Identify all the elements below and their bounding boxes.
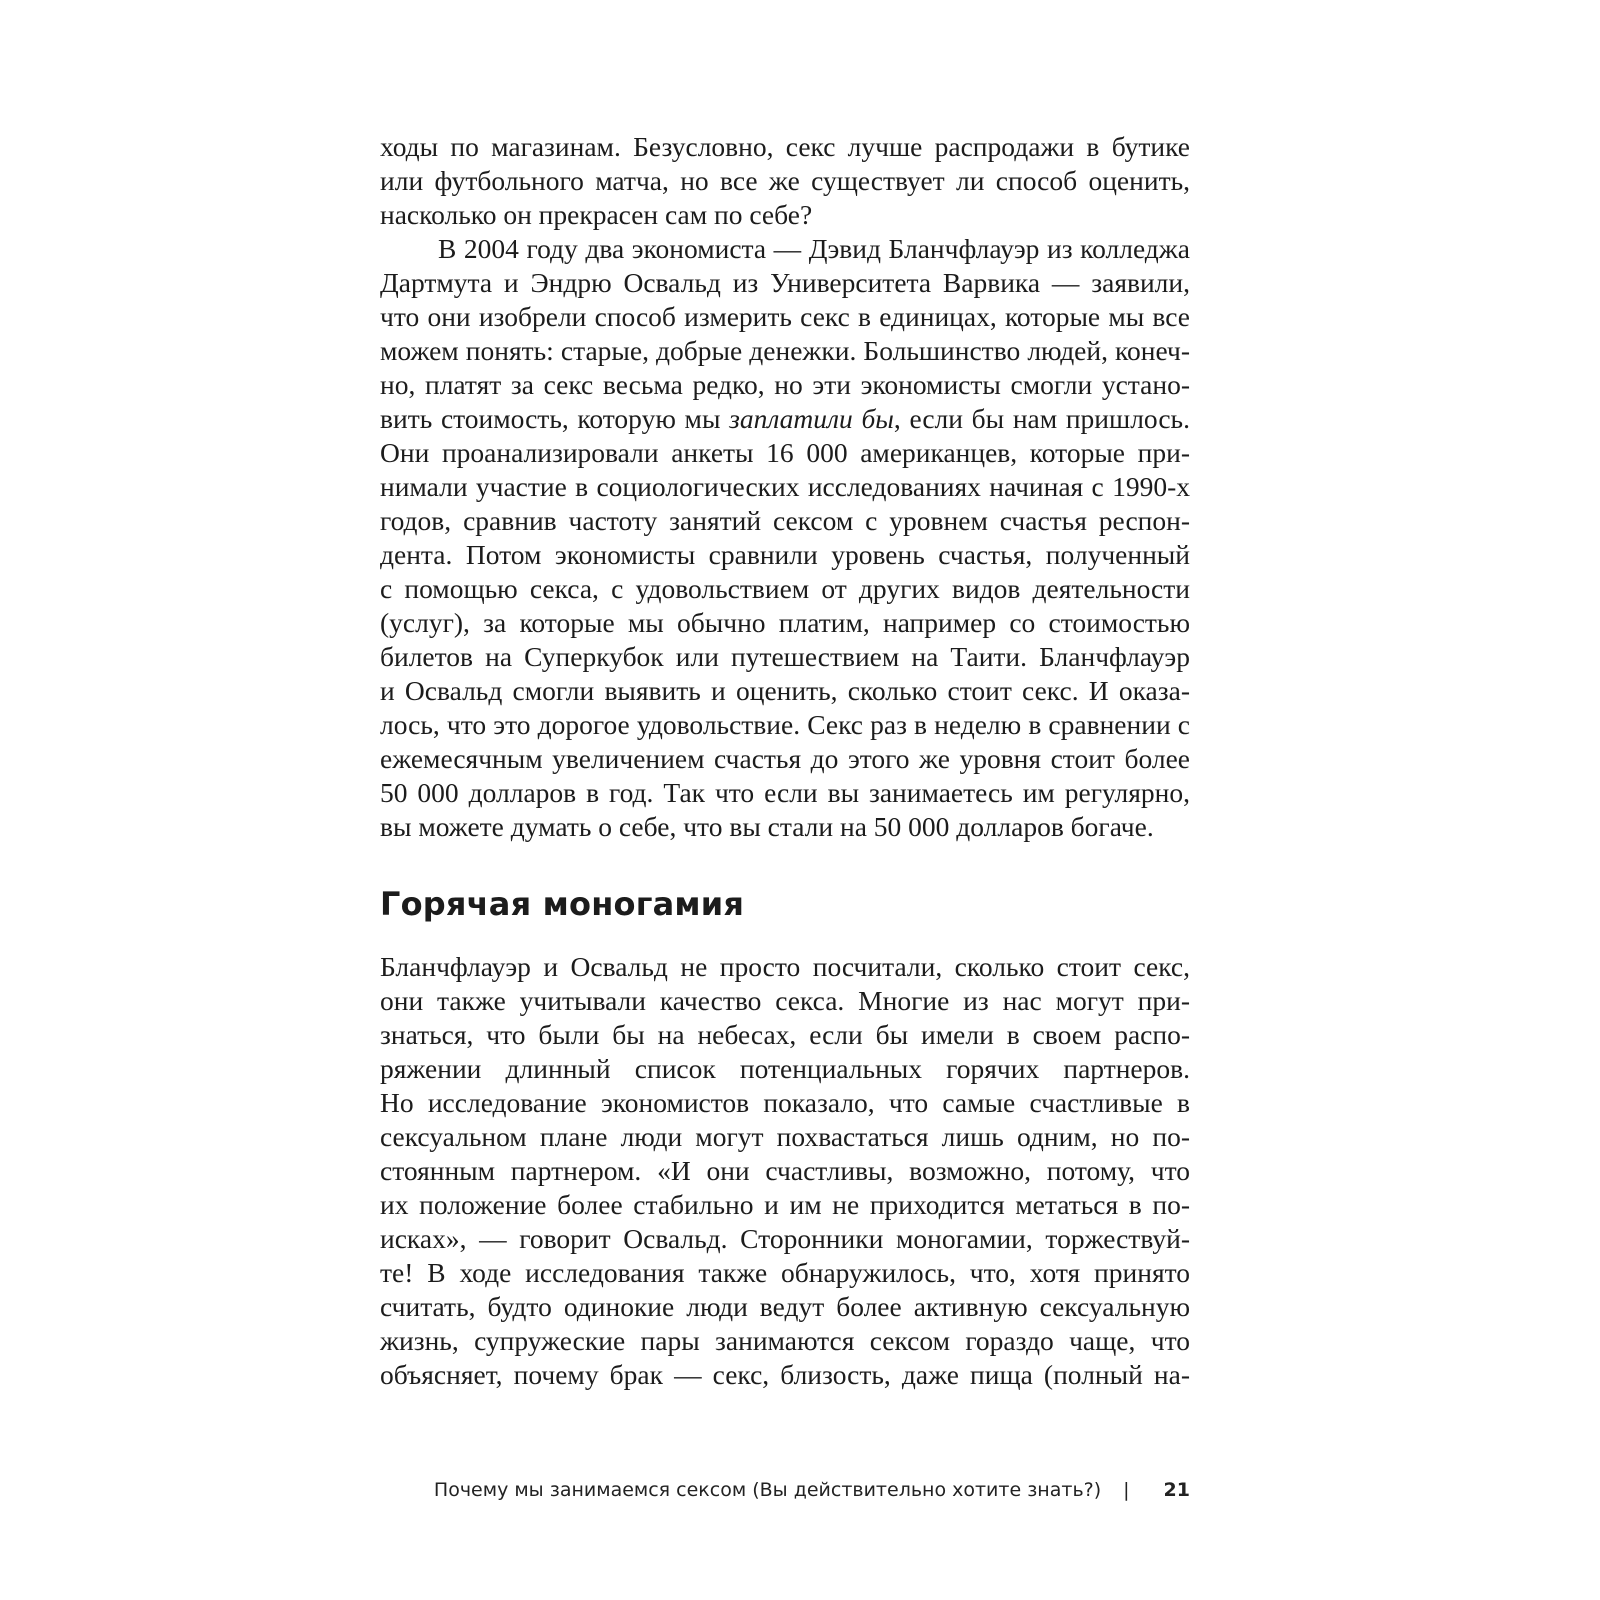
text-run: , если бы нам пришлось.	[893, 403, 1190, 434]
text-line: Но исследование экономистов показало, что самые счастливые в	[380, 1087, 1190, 1118]
book-page	[380, 130, 1190, 1392]
text-line: В 2004 году два экономиста — Дэвид Бланчфлауэр из колледжа	[438, 233, 1190, 264]
section-heading: Горячая моногамия	[380, 885, 745, 923]
text-line: они также учитывали качество секса. Многие из нас могут при-	[380, 985, 1190, 1016]
italic-phrase: заплатили бы	[729, 403, 894, 434]
text-line: и Освальд смогли выявить и оценить, сколько стоит секс. И оказа-	[380, 675, 1190, 706]
text-line: Бланчфлауэр и Освальд не просто посчитали, сколько стоит секс,	[380, 951, 1190, 982]
text-line: исках», — говорит Освальд. Сторонники моногамии, торжествуй-	[380, 1223, 1190, 1254]
text-line: жизнь, супружеские пары занимаются сексом гораздо чаще, что	[380, 1325, 1190, 1356]
text-line: объясняет, почему брак — секс, близость, даже пища (полный на-	[380, 1359, 1190, 1390]
paragraph-3	[380, 950, 1190, 1392]
text-line: билетов на Суперкубок или путешествием на Таити. Бланчфлауэр	[380, 641, 1190, 672]
text-line: но, платят за секс весьма редко, но эти экономисты смогли устано-	[380, 369, 1190, 400]
page-number: 21	[1163, 1479, 1190, 1501]
text-line: можем понять: старые, добрые денежки. Большинство людей, конеч-	[380, 335, 1190, 366]
text-line: сексуальном плане люди могут похвастаться лишь одним, но по-	[380, 1121, 1190, 1152]
text-line: лось, что это дорогое удовольствие. Секс раз в неделю в сравнении с	[380, 709, 1190, 740]
text-line: считать, будто одинокие люди ведут более активную сексуальную	[380, 1291, 1190, 1322]
page-footer	[380, 1475, 1190, 1505]
text-line: или футбольного матча, но все же существует ли способ оценить,	[380, 165, 1190, 196]
text-line: те! В ходе исследования также обнаружилось, что, хотя принято	[380, 1257, 1190, 1288]
paragraph-2	[380, 232, 1190, 844]
text-line: (услуг), за которые мы обычно платим, например со стоимостью	[380, 607, 1190, 638]
text-line	[380, 402, 1190, 436]
text-line: Они проанализировали анкеты 16 000 американцев, которые при-	[380, 437, 1190, 468]
paragraph-1	[380, 130, 1190, 232]
text-line: нимали участие в социологических исследованиях начиная с 1990-х	[380, 471, 1190, 502]
text-line: ряжении длинный список потенциальных горячих партнеров.	[380, 1053, 1190, 1084]
text-line: с помощью секса, с удовольствием от других видов деятельности	[380, 573, 1190, 604]
text-line: вы можете думать о себе, что вы стали на 50 000 долларов богаче.	[380, 811, 1154, 842]
text-run: вить стоимость, которую мы	[380, 403, 730, 434]
text-line: стоянным партнером. «И они счастливы, возможно, потому, что	[380, 1155, 1190, 1186]
text-line: что они изобрели способ измерить секс в единицах, которые мы все	[380, 301, 1190, 332]
text-line: их положение более стабильно и им не приходится метаться в по-	[380, 1189, 1190, 1220]
text-line: ежемесячным увеличением счастья до этого же уровня стоит более	[380, 743, 1190, 774]
text-line: годов, сравнив частоту занятий сексом с уровнем счастья респон-	[380, 505, 1190, 536]
footer-separator: |	[1123, 1479, 1130, 1501]
text-line: Дартмута и Эндрю Освальд из Университета Варвика — заявили,	[380, 267, 1190, 298]
running-title: Почему мы занимаемся сексом (Вы действительно хотите знать?)	[433, 1479, 1102, 1501]
text-line: знаться, что были бы на небесах, если бы имели в своем распо-	[380, 1019, 1190, 1050]
text-line: дента. Потом экономисты сравнили уровень счастья, полученный	[380, 539, 1190, 570]
text-line: ходы по магазинам. Безусловно, секс лучше распродажи в бутике	[380, 131, 1190, 162]
text-line: насколько он прекрасен сам по себе?	[380, 199, 813, 230]
text-line: 50 000 долларов в год. Так что если вы занимаетесь им регулярно,	[380, 777, 1190, 808]
